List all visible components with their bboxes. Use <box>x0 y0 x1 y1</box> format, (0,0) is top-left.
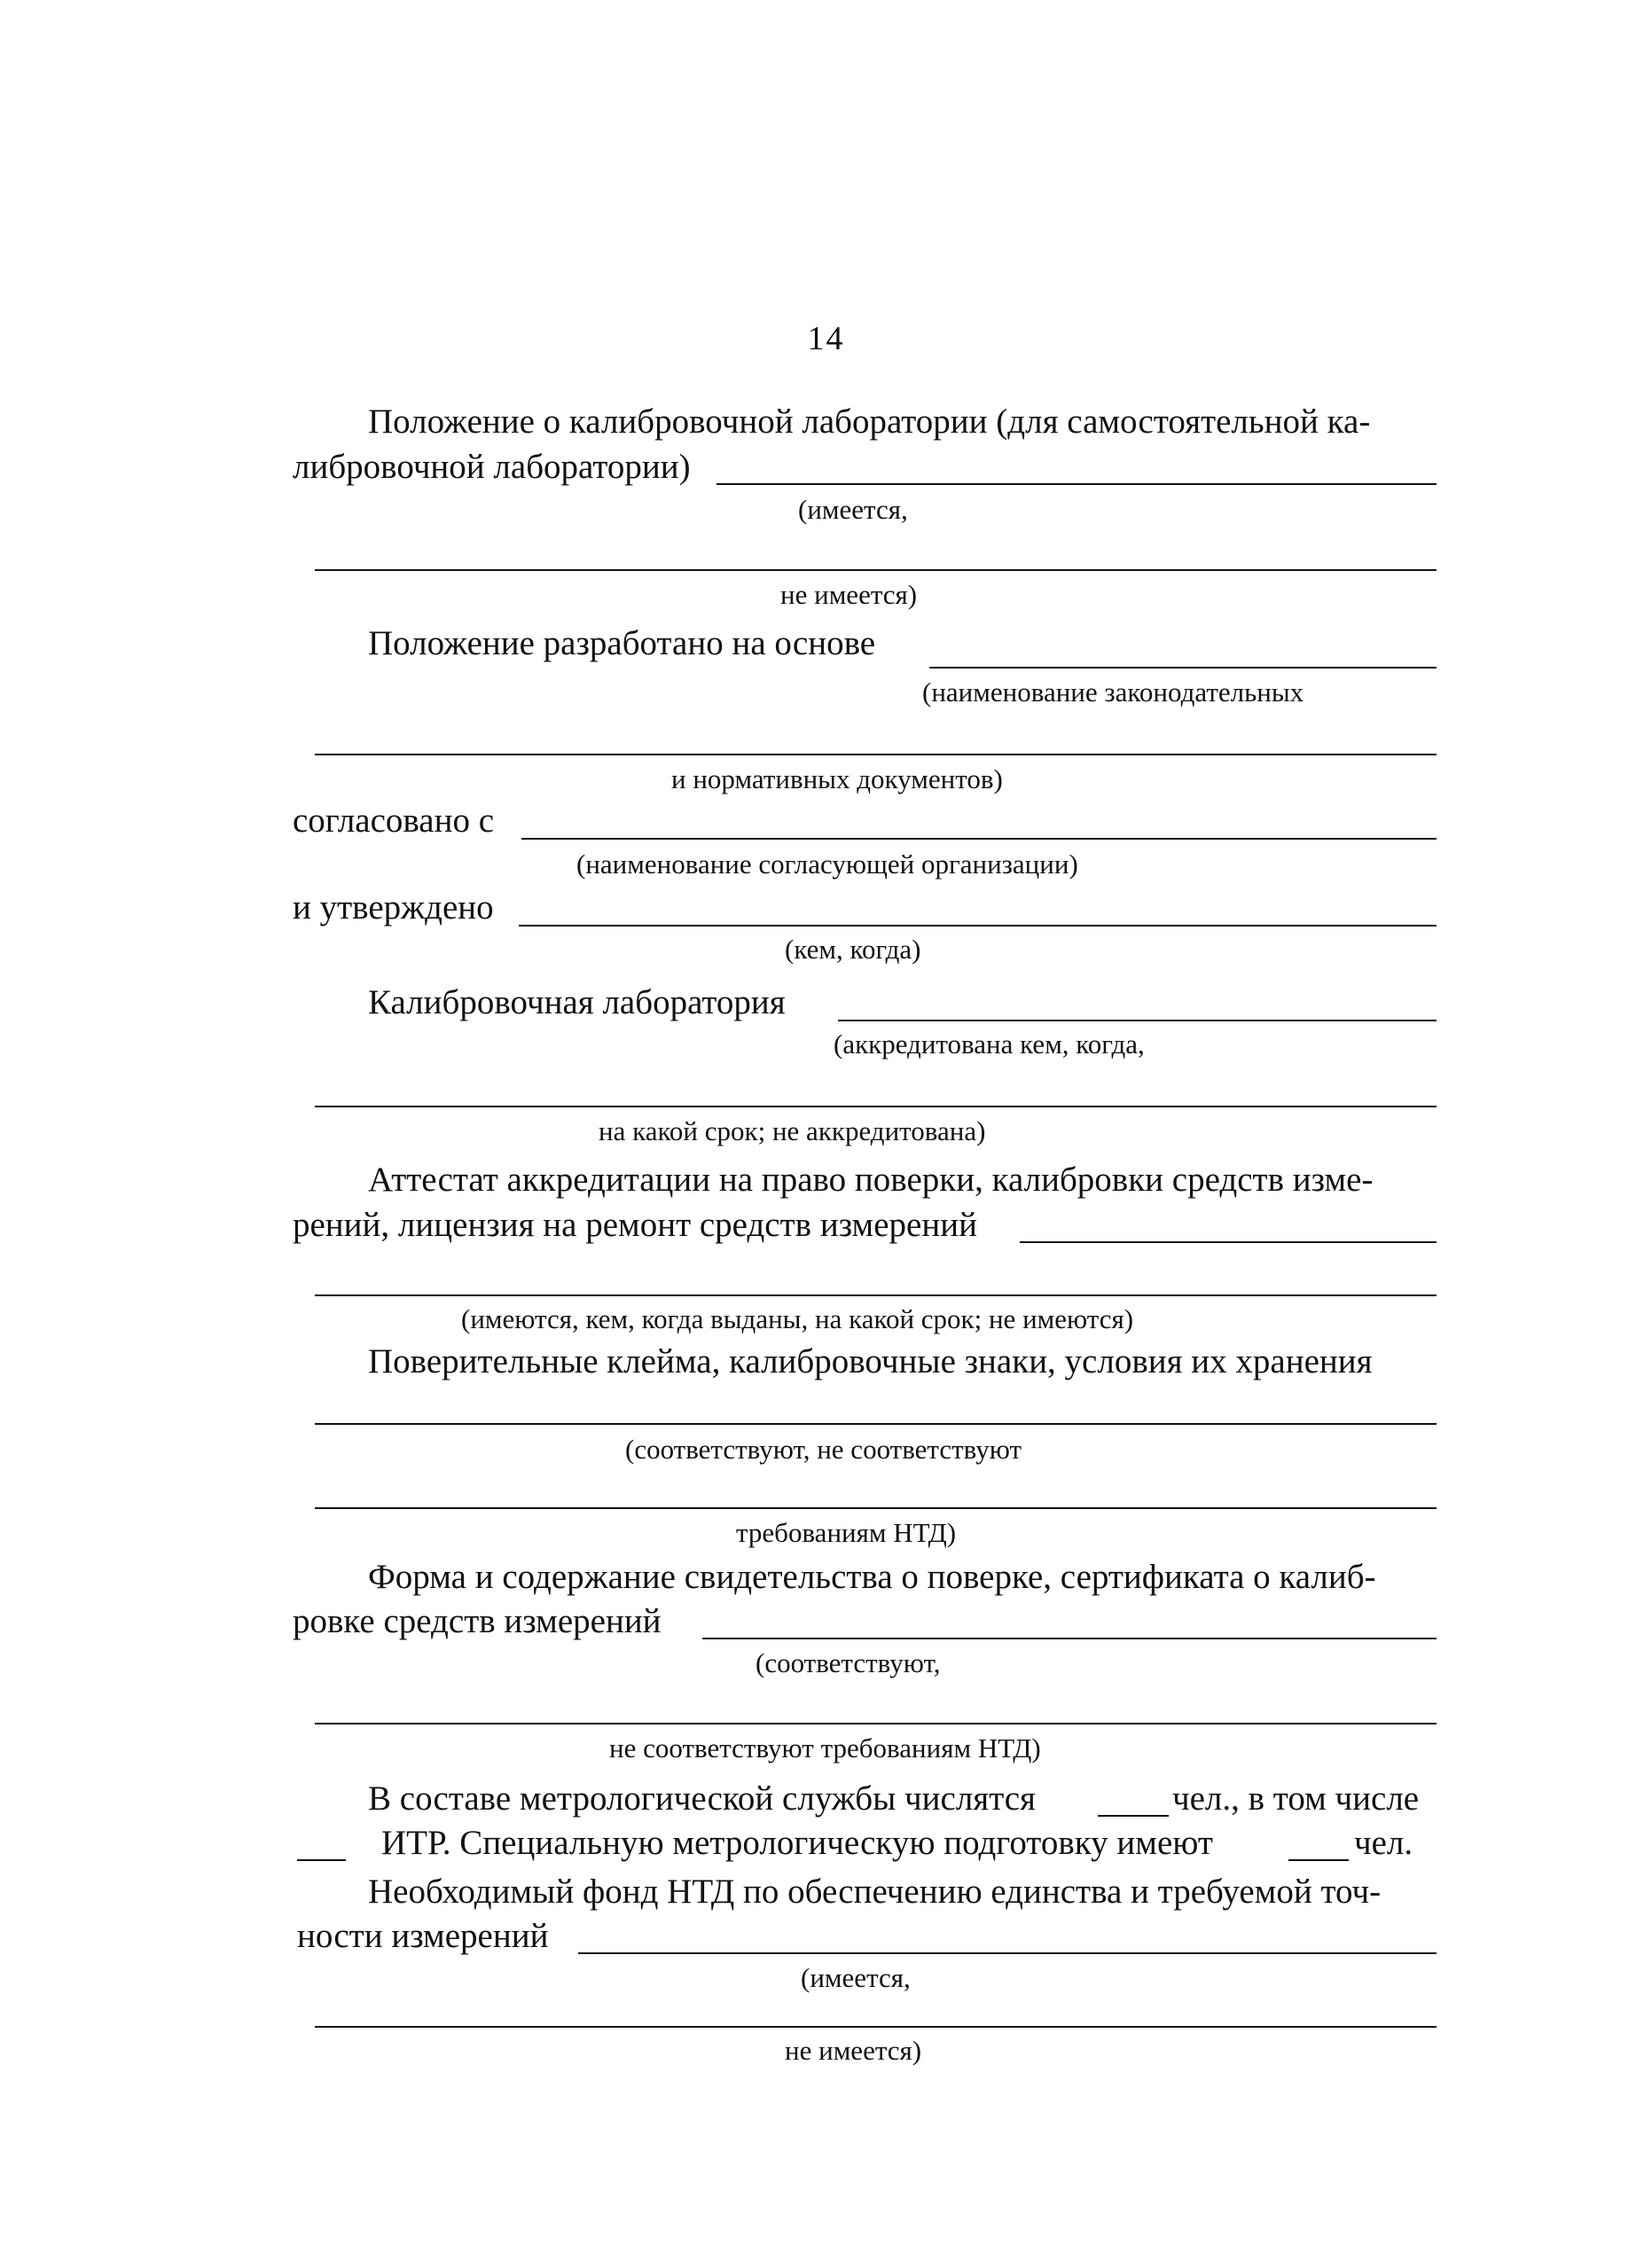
fund-line-2: ности измерений <box>297 1917 549 1955</box>
staff-line-1-part-1: В составе метрологической службы числятся <box>368 1779 1036 1818</box>
regulation-line-2: либровочной лаборатории) <box>293 448 691 486</box>
stamps-hint-1: (соответствуют, не соответствуют <box>625 1434 1022 1465</box>
staff-line-2-part-1: ИТР. Специальную метрологическую подготовку имеют <box>381 1824 1213 1862</box>
staff-line-2-part-2: чел. <box>1354 1824 1413 1862</box>
form-hint-2: не соответствуют требованиям НТД) <box>609 1732 1041 1764</box>
fund-blank-2[interactable] <box>315 2026 1437 2028</box>
basis-blank-2[interactable] <box>315 754 1437 755</box>
fund-hint-2: не имеется) <box>785 2035 922 2066</box>
basis-hint-1: (наименование законодательных <box>922 676 1304 708</box>
regulation-hint-1: (имеется, <box>798 494 908 525</box>
certificate-line-1: Аттестат аккредитации на право поверки, калибровки средств изме- <box>368 1161 1374 1199</box>
regulation-line-1: Положение о калибровочной лаборатории (для самостоятельной ка- <box>368 403 1371 441</box>
fund-blank-1[interactable] <box>578 1952 1437 1954</box>
agreed-blank[interactable] <box>521 838 1437 840</box>
form-hint-1: (соответствуют, <box>756 1647 941 1678</box>
fund-line-1: Необходимый фонд НТД по обеспечению единства и требуемой точ- <box>368 1873 1382 1911</box>
form-line-2: ровке средств измерений <box>293 1602 662 1640</box>
basis-blank-1[interactable] <box>929 667 1437 669</box>
fund-hint-1: (имеется, <box>801 1962 911 1993</box>
staff-engineers-blank[interactable] <box>297 1859 346 1861</box>
page-number: 14 <box>807 320 845 357</box>
accreditation-blank-2[interactable] <box>315 1106 1437 1107</box>
agreed-hint: (наименование согласующей организации) <box>576 849 1078 880</box>
regulation-hint-2: не имеется) <box>780 579 918 610</box>
basis-hint-2: и нормативных документов) <box>671 763 1003 794</box>
certificate-hint: (имеются, кем, когда выданы, на какой срок; не имеются) <box>461 1303 1134 1334</box>
form-blank-2[interactable] <box>315 1723 1437 1724</box>
accreditation-label: Калибровочная лаборатория <box>368 983 786 1021</box>
approved-label: и утверждено <box>293 888 494 927</box>
staff-trained-blank[interactable] <box>1288 1859 1349 1861</box>
accreditation-hint-1: (аккредитована кем, когда, <box>834 1028 1145 1060</box>
staff-total-blank[interactable] <box>1098 1815 1169 1817</box>
staff-line-1-part-2: чел., в том числе <box>1172 1779 1420 1818</box>
accreditation-blank-1[interactable] <box>838 1020 1437 1021</box>
stamps-hint-2: требованиям НТД) <box>736 1517 957 1548</box>
regulation-blank-2[interactable] <box>315 569 1437 571</box>
stamps-blank-1[interactable] <box>315 1423 1437 1425</box>
stamps-line-1: Поверительные клейма, калибровочные знаки, условия их хранения <box>368 1342 1373 1380</box>
agreed-label: согласовано с <box>293 802 495 840</box>
basis-label: Положение разработано на основе <box>368 624 876 662</box>
regulation-blank-1[interactable] <box>716 483 1437 485</box>
certificate-blank-2[interactable] <box>315 1294 1437 1296</box>
approved-hint: (кем, когда) <box>785 934 921 965</box>
stamps-blank-2[interactable] <box>315 1507 1437 1509</box>
approved-blank[interactable] <box>519 925 1437 927</box>
certificate-line-2: рений, лицензия на ремонт средств измерений <box>293 1206 977 1244</box>
form-blank-1[interactable] <box>702 1638 1437 1639</box>
form-line-1: Форма и содержание свидетельства о поверке, сертификата о калиб- <box>368 1558 1376 1596</box>
certificate-blank-1[interactable] <box>1020 1241 1437 1243</box>
accreditation-hint-2: на какой срок; не аккредитована) <box>599 1115 986 1146</box>
